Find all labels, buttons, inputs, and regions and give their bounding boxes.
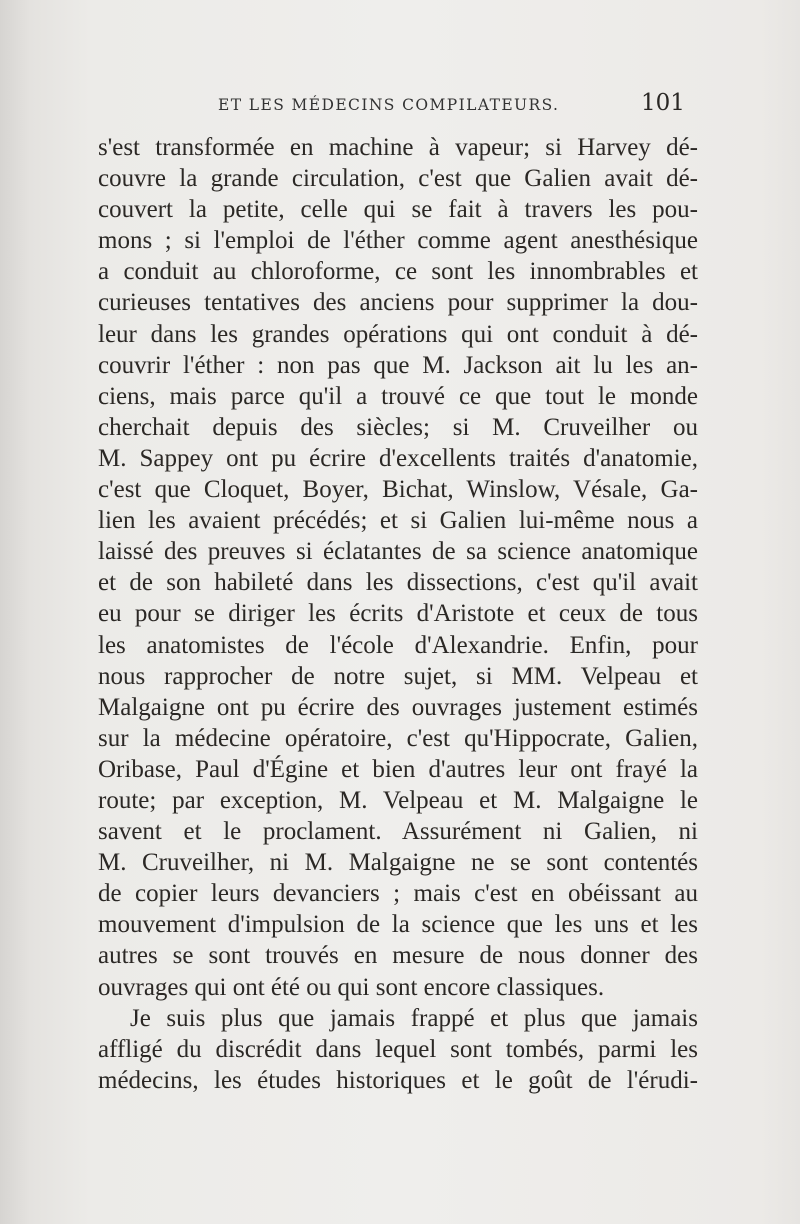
text-line: cherchait depuis des siècles; si M. Cruveilher ou — [98, 413, 698, 441]
text-line: autres se sont trouvés en mesure de nous donner des — [98, 942, 698, 970]
text-line: c'est que Cloquet, Boyer, Bichat, Winslow, Vésale, Ga- — [98, 476, 698, 504]
text-line: curieuses tentatives des anciens pour supprimer la dou- — [98, 289, 698, 317]
text-line: leur dans les grandes opérations qui ont conduit à dé- — [98, 320, 698, 348]
text-line: couvre la grande circulation, c'est que Galien avait dé- — [98, 165, 698, 193]
running-head: ET LES MÉDECINS COMPILATEURS. — [218, 96, 560, 114]
page-number: 101 — [641, 90, 685, 116]
text-line: sur la médecine opératoire, c'est qu'Hippocrate, Galien, — [98, 724, 698, 752]
text-line: couvert la petite, celle qui se fait à travers les pou- — [98, 196, 698, 224]
text-line: s'est transformée en machine à vapeur; si Harvey dé- — [98, 134, 698, 161]
text-line: Oribase, Paul d'Égine et bien d'autres leur ont frayé la — [98, 755, 698, 783]
text-line: eu pour se diriger les écrits d'Aristote et ceux de tous — [98, 600, 698, 628]
text-line: laissé des preuves si éclatantes de sa science anatomique — [98, 538, 698, 566]
text-line: les anatomistes de l'école d'Alexandrie. Enfin, pour — [98, 631, 698, 659]
text-line: nous rapprocher de notre sujet, si MM. Velpeau et — [98, 662, 698, 690]
text-line: mouvement d'impulsion de la science que les uns et les — [98, 911, 698, 939]
text-line: couvrir l'éther : non pas que M. Jackson ait lu les an- — [98, 351, 698, 379]
text-line: M. Sappey ont pu écrire d'excellents traités d'anatomie, — [98, 444, 698, 472]
paragraph-start-line: Je suis plus que jamais frappé et plus que jamais — [130, 1004, 698, 1032]
text-line: et de son habileté dans les dissections, c'est qu'il avait — [98, 569, 698, 597]
text-line: affligé du discrédit dans lequel sont tombés, parmi les — [98, 1035, 698, 1063]
text-line: médecins, les études historiques et le goût de l'érudi- — [98, 1066, 698, 1094]
text-line: a conduit au chloroforme, ce sont les innombrables et — [98, 258, 698, 286]
text-line: ciens, mais parce qu'il a trouvé ce que tout le monde — [98, 382, 698, 410]
text-line: M. Cruveilher, ni M. Malgaigne ne se sont contentés — [98, 849, 698, 877]
body-text — [98, 132, 698, 1096]
text-line: lien les avaient précédés; et si Galien lui-même nous a — [98, 507, 698, 535]
text-line: savent et le proclament. Assurément ni Galien, ni — [98, 818, 698, 846]
text-line: de copier leurs devanciers ; mais c'est en obéissant au — [98, 880, 698, 908]
text-line: route; par exception, M. Velpeau et M. Malgaigne le — [98, 786, 698, 814]
text-line: mons ; si l'emploi de l'éther comme agent anesthésique — [98, 227, 698, 255]
text-line: Malgaigne ont pu écrire des ouvrages justement estimés — [98, 693, 698, 721]
paragraph-end-line: ouvrages qui ont été ou qui sont encore classiques. — [98, 973, 605, 1001]
